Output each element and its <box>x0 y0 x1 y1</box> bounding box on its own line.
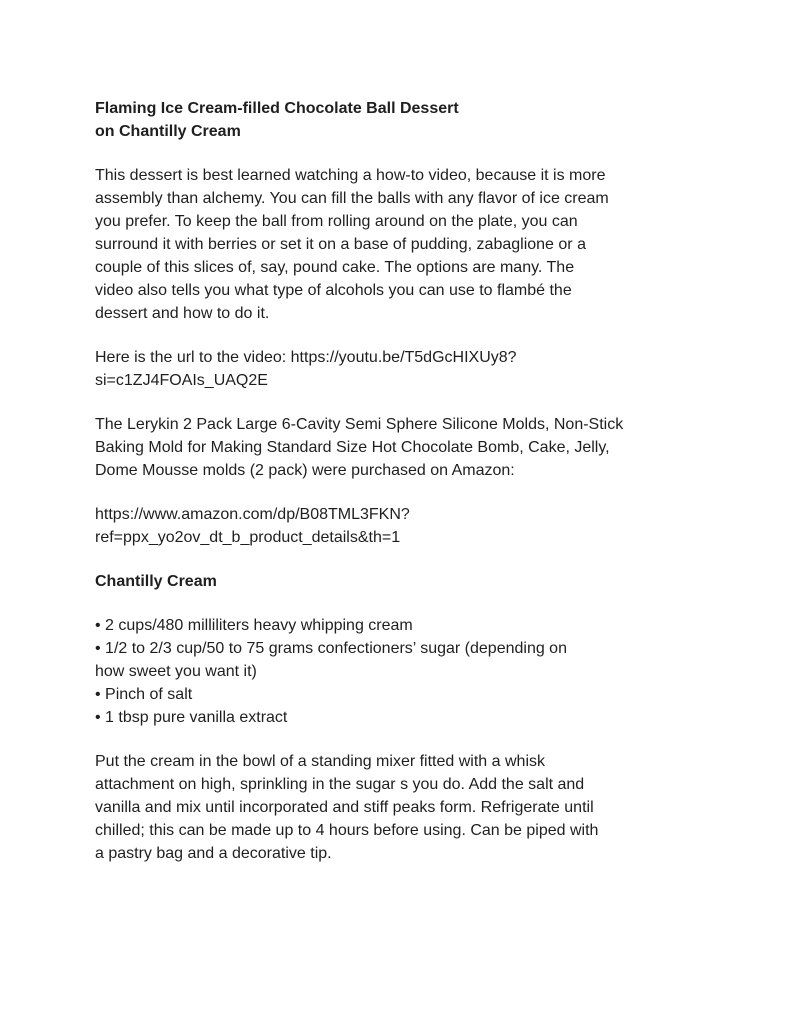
video-url-paragraph <box>95 346 730 392</box>
intro-paragraph <box>95 164 730 325</box>
ingredients-list-line-1: • 2 cups/480 milliliters heavy whipping cream <box>95 617 413 634</box>
ingredients-list <box>95 614 730 729</box>
instructions-paragraph-line-4: chilled; this can be made up to 4 hours before using. Can be piped with <box>95 822 599 839</box>
video-url-paragraph-line-2: si=c1ZJ4FOAIs_UAQ2E <box>95 372 268 389</box>
molds-paragraph <box>95 413 730 482</box>
document-title <box>95 97 730 143</box>
instructions-paragraph-line-1: Put the cream in the bowl of a standing mixer fitted with a whisk <box>95 753 545 770</box>
molds-paragraph-line-1: The Lerykin 2 Pack Large 6-Cavity Semi Sphere Silicone Molds, Non-Stick <box>95 416 624 433</box>
intro-paragraph-line-1: This dessert is best learned watching a how-to video, because it is more <box>95 167 606 184</box>
ingredients-list-line-2: • 1/2 to 2/3 cup/50 to 75 grams confectioners’ sugar (depending on <box>95 640 567 657</box>
ingredients-list-line-3: how sweet you want it) <box>95 663 257 680</box>
ingredients-list-line-4: • Pinch of salt <box>95 686 193 703</box>
video-url-paragraph-line-1: Here is the url to the video: https://youtu.be/T5dGcHIXUy8? <box>95 349 517 366</box>
document-title-line-2: on Chantilly Cream <box>95 123 241 140</box>
intro-paragraph-line-4: surround it with berries or set it on a base of pudding, zabaglione or a <box>95 236 586 253</box>
intro-paragraph-line-3: you prefer. To keep the ball from rolling around on the plate, you can <box>95 213 578 230</box>
chantilly-cream-heading <box>95 570 730 593</box>
instructions-paragraph-line-3: vanilla and mix until incorporated and stiff peaks form. Refrigerate until <box>95 799 594 816</box>
chantilly-cream-heading-line-1: Chantilly Cream <box>95 573 217 590</box>
amazon-url-paragraph <box>95 503 730 549</box>
instructions-paragraph-line-2: attachment on high, sprinkling in the sugar s you do. Add the salt and <box>95 776 585 793</box>
intro-paragraph-line-5: couple of this slices of, say, pound cake. The options are many. The <box>95 259 575 276</box>
molds-paragraph-line-2: Baking Mold for Making Standard Size Hot Chocolate Bomb, Cake, Jelly, <box>95 439 610 456</box>
amazon-url-paragraph-line-2: ref=ppx_yo2ov_dt_b_product_details&th=1 <box>95 529 401 546</box>
intro-paragraph-line-7: dessert and how to do it. <box>95 305 270 322</box>
ingredients-list-line-5: • 1 tbsp pure vanilla extract <box>95 709 288 726</box>
instructions-paragraph-line-5: a pastry bag and a decorative tip. <box>95 845 332 862</box>
intro-paragraph-line-6: video also tells you what type of alcohols you can use to flambé the <box>95 282 572 299</box>
instructions-paragraph <box>95 750 730 865</box>
document-title-line-1: Flaming Ice Cream-filled Chocolate Ball Dessert <box>95 100 459 117</box>
document-content <box>95 97 730 865</box>
molds-paragraph-line-3: Dome Mousse molds (2 pack) were purchased on Amazon: <box>95 462 515 479</box>
intro-paragraph-line-2: assembly than alchemy. You can fill the balls with any flavor of ice cream <box>95 190 609 207</box>
amazon-url-paragraph-line-1: https://www.amazon.com/dp/B08TML3FKN? <box>95 506 410 523</box>
